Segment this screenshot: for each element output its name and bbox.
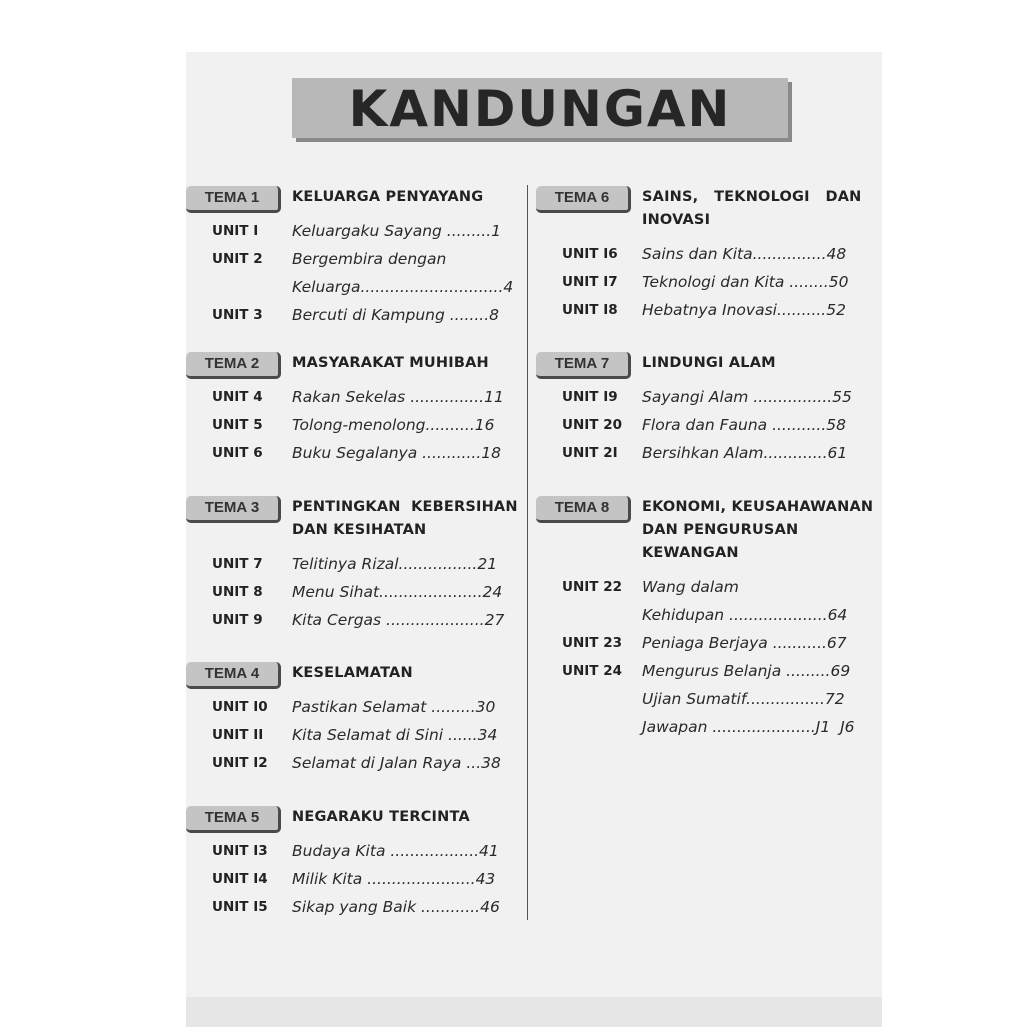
tema-title-line: EKONOMI, KEUSAHAWANAN	[642, 499, 874, 515]
tema-title-line: PENTINGKAN KEBERSIHAN	[292, 499, 518, 515]
toc-entry	[536, 383, 876, 411]
unit-label: UNIT II	[212, 727, 264, 743]
unit-label: UNIT I3	[212, 843, 268, 859]
unit-label: UNIT I7	[562, 274, 618, 290]
tema-title	[292, 496, 518, 542]
lesson-title: Peniaga Berjaya ...........67	[642, 634, 847, 652]
toc-entry	[186, 578, 526, 606]
toc-entry	[186, 837, 526, 865]
toc-entry	[186, 301, 526, 329]
title-box	[292, 78, 788, 138]
lesson-title: Sayangi Alam ................55	[642, 388, 852, 406]
tema-badge: TEMA 8	[536, 496, 631, 523]
lesson-title: Rakan Sekelas ...............11	[292, 388, 504, 406]
lesson-title: Hebatnya Inovasi..........52	[642, 301, 846, 319]
unit-label: UNIT 4	[212, 389, 263, 405]
toc-entry	[186, 411, 526, 439]
lesson-title: Bergembira dengan	[292, 250, 447, 268]
tema-title	[292, 186, 483, 209]
unit-label: UNIT 8	[212, 584, 263, 600]
tema-badge: TEMA 2	[186, 352, 281, 379]
tema-badge: TEMA 3	[186, 496, 281, 523]
unit-label: UNIT I9	[562, 389, 618, 405]
unit-label: UNIT 20	[562, 417, 622, 433]
unit-label: UNIT 3	[212, 307, 263, 323]
lesson-title: Sains dan Kita...............48	[642, 245, 847, 263]
unit-label: UNIT I6	[562, 246, 618, 262]
tema-title-line: KEWANGAN	[642, 545, 739, 561]
unit-label: UNIT I2	[212, 755, 268, 771]
toc-entry	[186, 606, 526, 634]
tema-title-line: NEGARAKU TERCINTA	[292, 809, 470, 825]
toc-entry	[536, 713, 876, 741]
tema-title-line: MASYARAKAT MUHIBAH	[292, 355, 489, 371]
toc-entry	[536, 657, 876, 685]
toc-entry	[536, 240, 876, 268]
lesson-title: Budaya Kita ..................41	[292, 842, 499, 860]
lesson-title: Milik Kita ......................43	[292, 870, 496, 888]
tema-badge: TEMA 6	[536, 186, 631, 213]
lesson-title: Sikap yang Baik ............46	[292, 898, 500, 916]
tema-title-line: INOVASI	[642, 212, 711, 228]
toc-entry	[536, 268, 876, 296]
toc-entry	[186, 865, 526, 893]
lesson-title: Keluargaku Sayang .........1	[292, 222, 502, 240]
tema-title	[292, 806, 470, 829]
unit-label: UNIT 5	[212, 417, 263, 433]
toc-entry	[186, 217, 526, 245]
lesson-title: Flora dan Fauna ...........58	[642, 416, 846, 434]
bottom-band	[186, 997, 882, 1027]
page-title: KANDUNGAN	[348, 80, 732, 138]
lesson-title: Mengurus Belanja .........69	[642, 662, 851, 680]
tema-title-line: LINDUNGI ALAM	[642, 355, 776, 371]
tema-title-line: SAINS, TEKNOLOGI DAN	[642, 189, 862, 205]
tema-badge: TEMA 1	[186, 186, 281, 213]
unit-label: UNIT 22	[562, 579, 622, 595]
toc-entry	[536, 685, 876, 713]
unit-label: UNIT 24	[562, 663, 622, 679]
toc-entry	[186, 550, 526, 578]
column-divider	[527, 185, 528, 920]
lesson-title: Tolong-menolong..........16	[292, 416, 495, 434]
unit-label: UNIT I	[212, 223, 259, 239]
lesson-title: Bercuti di Kampung ........8	[292, 306, 500, 324]
unit-label: UNIT I5	[212, 899, 268, 915]
unit-label: UNIT 6	[212, 445, 263, 461]
lesson-title: Kehidupan ....................64	[642, 606, 848, 624]
toc-entry	[186, 383, 526, 411]
unit-label: UNIT 2	[212, 251, 263, 267]
unit-label: UNIT I0	[212, 699, 268, 715]
unit-label: UNIT I8	[562, 302, 618, 318]
toc-entry	[536, 629, 876, 657]
tema-title	[292, 352, 489, 375]
lesson-title: Kita Selamat di Sini ......34	[292, 726, 498, 744]
tema-title-line: DAN KESIHATAN	[292, 522, 427, 538]
toc-entry	[186, 893, 526, 921]
toc-entry	[536, 296, 876, 324]
tema-title-line: DAN PENGURUSAN	[642, 522, 799, 538]
lesson-title: Telitinya Rizal................21	[292, 555, 498, 573]
unit-label: UNIT 23	[562, 635, 622, 651]
unit-label: UNIT 7	[212, 556, 263, 572]
unit-label: UNIT I4	[212, 871, 268, 887]
tema-title	[642, 186, 861, 232]
unit-label: UNIT 9	[212, 612, 263, 628]
tema-badge: TEMA 4	[186, 662, 281, 689]
tema-title-line: KESELAMATAN	[292, 665, 413, 681]
tema-title	[642, 352, 776, 375]
tema-badge: TEMA 7	[536, 352, 631, 379]
lesson-title: Keluarga.............................4	[292, 278, 514, 296]
lesson-title: Selamat di Jalan Raya ...38	[292, 754, 501, 772]
tema-title	[292, 662, 413, 685]
lesson-title: Kita Cergas ....................27	[292, 611, 505, 629]
toc-entry	[536, 439, 876, 467]
toc-entry	[186, 245, 526, 301]
unit-label: UNIT 2I	[562, 445, 618, 461]
toc-entry	[536, 573, 876, 629]
lesson-title: Jawapan .....................J1 J6	[642, 718, 855, 736]
tema-title-line: KELUARGA PENYAYANG	[292, 189, 484, 205]
lesson-title: Buku Segalanya ............18	[292, 444, 501, 462]
toc-entry	[186, 749, 526, 777]
lesson-title: Menu Sihat.....................24	[292, 583, 503, 601]
tema-title	[642, 496, 873, 565]
toc-entry	[186, 693, 526, 721]
toc-entry	[536, 411, 876, 439]
tema-badge: TEMA 5	[186, 806, 281, 833]
toc-entry	[186, 721, 526, 749]
lesson-title: Pastikan Selamat .........30	[292, 698, 496, 716]
lesson-title: Wang dalam	[642, 578, 739, 596]
lesson-title: Ujian Sumatif................72	[642, 690, 845, 708]
toc-entry	[186, 439, 526, 467]
lesson-title: Bersihkan Alam.............61	[642, 444, 848, 462]
lesson-title: Teknologi dan Kita ........50	[642, 273, 849, 291]
